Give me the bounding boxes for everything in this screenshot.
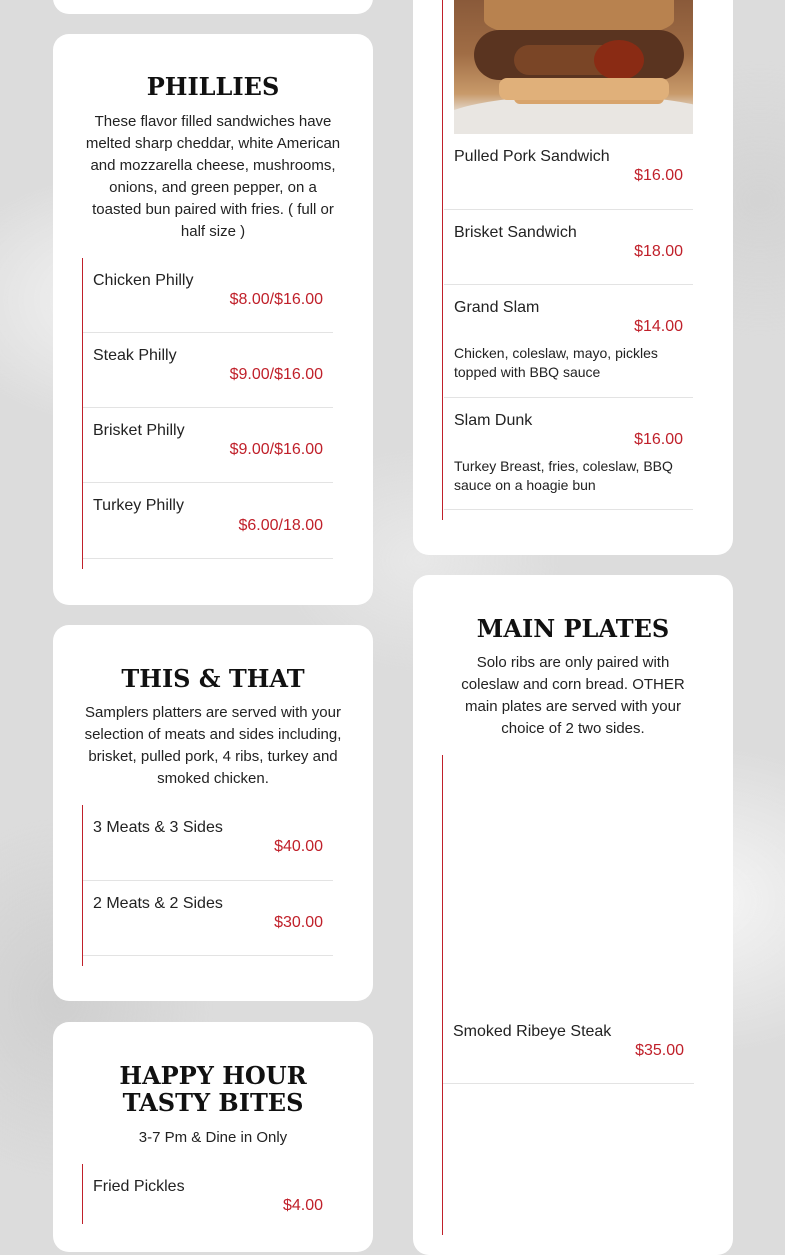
menu-item-name: Pulled Pork Sandwich (454, 148, 610, 165)
menu-item-name: 3 Meats & 3 Sides (93, 819, 223, 836)
menu-item[interactable] (83, 1164, 333, 1239)
menu-item[interactable] (83, 805, 333, 881)
menu-item-price: $14.00 (634, 318, 683, 335)
menu-item-name: Turkey Philly (93, 497, 184, 514)
main-plates-image-placeholder (443, 755, 694, 1009)
menu-item-price: $8.00/$16.00 (229, 291, 323, 308)
menu-item-price: $4.00 (282, 1197, 323, 1214)
main-plates-title: MAIN PLATES (476, 614, 670, 643)
main-plates-item-list (442, 755, 694, 1235)
menu-item[interactable] (83, 408, 333, 483)
menu-item-price: $40.00 (274, 838, 323, 855)
happy-hour-card (53, 1022, 373, 1252)
menu-item-name: Fried Pickles (93, 1178, 185, 1195)
menu-item[interactable] (444, 285, 693, 398)
menu-item-description: Turkey Breast, fries, coleslaw, BBQ sauce on a hoagie bun (454, 458, 673, 493)
main-plates-description: Solo ribs are only paired with coleslaw and corn bread. OTHER main plates are served with your choice of 2 two sides. (461, 654, 685, 737)
menu-item-price: $30.00 (274, 914, 323, 931)
menu-item-name: 2 Meats & 2 Sides (93, 895, 223, 912)
menu-item[interactable] (83, 333, 333, 408)
menu-item[interactable] (83, 483, 333, 559)
this-and-that-card (53, 625, 373, 1001)
main-plates-card (413, 575, 733, 1255)
happy-hour-title: HAPPY HOUR TASTY BITES (119, 1061, 307, 1117)
menu-item[interactable] (444, 210, 693, 285)
menu-item-name: Grand Slam (454, 299, 540, 316)
phillies-card (53, 34, 373, 605)
phillies-title: PHILLIES (146, 72, 280, 101)
menu-item-price: $35.00 (635, 1042, 684, 1059)
menu-item[interactable] (444, 398, 693, 510)
phillies-description: These flavor filled sandwiches have melted sharp cheddar, white American and mozzarella cheese, mushrooms, onions, and green pepper, on a toasted bun paired with fries. ( full or half size ) (85, 113, 341, 240)
this-and-that-item-list (82, 805, 333, 966)
previous-menu-card (53, 0, 373, 14)
menu-item-name: Brisket Philly (93, 422, 185, 439)
menu-item-price: $9.00/$16.00 (229, 441, 323, 458)
menu-item[interactable] (83, 258, 333, 333)
menu-item-name: Brisket Sandwich (454, 224, 577, 241)
this-and-that-description: Samplers platters are served with your selection of meats and sides including, brisket, pulled pork, 4 ribs, turkey and smoked chicken. (84, 704, 342, 787)
happy-hour-description: 3-7 Pm & Dine in Only (138, 1129, 288, 1146)
menu-item-description: Chicken, coleslaw, mayo, pickles topped with BBQ sauce (454, 345, 658, 380)
menu-item-name: Chicken Philly (93, 272, 194, 289)
this-and-that-title: THIS & THAT (121, 664, 305, 693)
menu-item-name: Slam Dunk (454, 412, 533, 429)
burger-image (454, 0, 693, 134)
sandwiches-items (444, 134, 693, 510)
menu-item[interactable] (83, 881, 333, 956)
menu-item-price: $9.00/$16.00 (229, 366, 323, 383)
menu-item-price: $18.00 (634, 243, 683, 260)
happy-hour-item-list (82, 1164, 333, 1224)
phillies-item-list (82, 258, 333, 569)
menu-item-price: $16.00 (634, 167, 683, 184)
menu-item-price: $16.00 (634, 431, 683, 448)
menu-item[interactable] (444, 134, 693, 210)
menu-item-name: Smoked Ribeye Steak (453, 1023, 612, 1040)
menu-item-name: Steak Philly (93, 347, 177, 364)
menu-item-price: $6.00/18.00 (238, 517, 323, 534)
menu-item[interactable] (443, 1009, 694, 1084)
